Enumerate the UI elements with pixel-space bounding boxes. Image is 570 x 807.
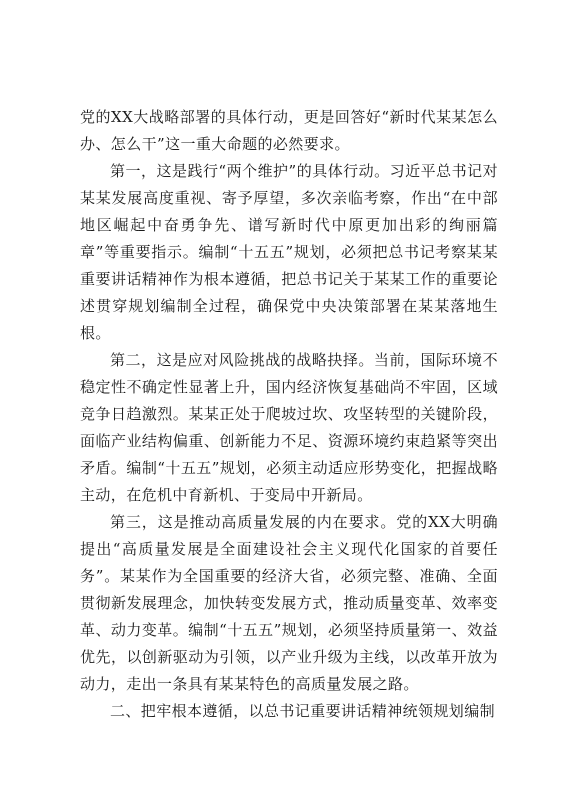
document-body [80, 104, 498, 725]
paragraph-intro-continuation: 党的XX大战略部署的具体行动，更是回答好“新时代某某怎么办、怎么干”这一重大命题的必然要求。 [80, 108, 498, 153]
paragraph-second-point: 第二，这是应对风险挑战的战略抉择。当前，国际环境不稳定性不确定性显著上升，国内经济恢复基础尚不牢固，区域竞争日趋激烈。某某正处于爬坡过坎、攻坚转型的关键阶段，面临产业结构偏重、创新能力不足、资源环境约束趋紧等突出矛盾。编制“十五五”规划，必须主动适应形势变化，把握战略主动，在危机中育新机、于变局中开新局。 [80, 351, 498, 504]
paragraph-first-point: 第一，这是践行“两个维护”的具体行动。习近平总书记对某某发展高度重视、寄予厚望，多次亲临考察，作出“在中部地区崛起中奋勇争先、谱写新时代中原更加出彩的绚丽篇章”等重要指示。编制“十五五”规划，必须把总书记考察某某重要讲话精神作为根本遵循，把总书记关于某某工作的重要论述贯穿规划编制全过程，确保党中央决策部署在某某落地生根。 [80, 162, 498, 342]
section-heading-two: 二、把牢根本遵循，以总书记重要讲话精神统领规划编制 [110, 702, 496, 720]
paragraph-third-point: 第三，这是推动高质量发展的内在要求。党的XX大明确提出“高质量发展是全面建设社会主义现代化国家的首要任务”。某某作为全国重要的经济大省，必须完整、准确、全面贯彻新发展理念，加快转变发展方式，推动质量变革、效率变革、动力变革。编制“十五五”规划，必须坚持质量第一、效益优先，以创新驱动为引领，以产业升级为主线，以改革开放为动力，走出一条具有某某特色的高质量发展之路。 [80, 513, 498, 693]
